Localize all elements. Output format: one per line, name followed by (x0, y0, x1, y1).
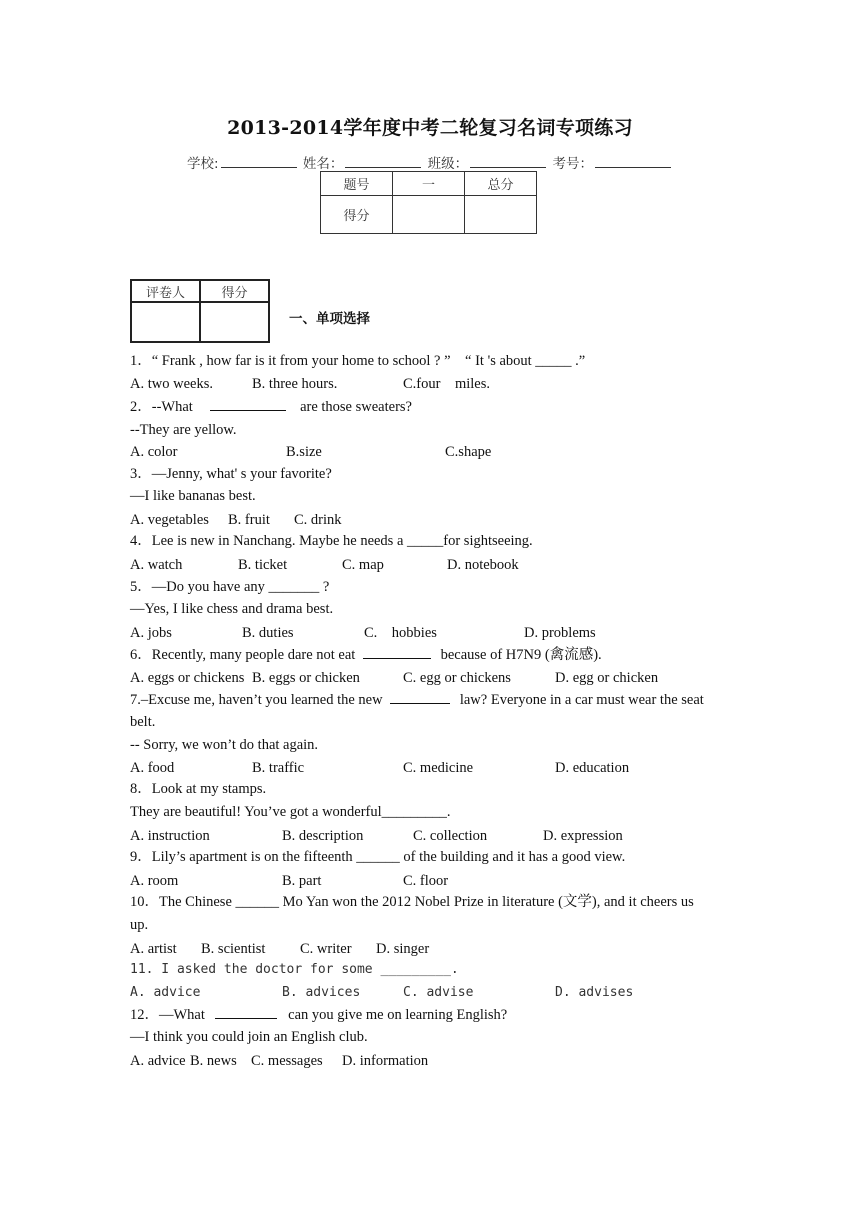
option[interactable]: D. expression (543, 828, 623, 844)
option[interactable]: D. notebook (447, 557, 519, 573)
option[interactable]: A. instruction (130, 828, 210, 844)
exam-no-label: 考号： (552, 156, 593, 172)
question-text-part: 2．--What (130, 399, 193, 415)
option[interactable]: B.size (286, 444, 322, 460)
option[interactable]: A. color (130, 444, 178, 460)
score-table (320, 171, 537, 234)
question-text-part: 6．Recently, many people dare not eat (130, 647, 356, 663)
question-text: -- Sorry, we won’t do that again. (130, 737, 319, 753)
option[interactable]: B. three hours. (252, 376, 338, 392)
option[interactable]: C. medicine (403, 760, 474, 776)
question-text: 10．The Chinese ______ Mo Yan won the 2012 Nobel Prize in literature (文学), and it cheers us (130, 894, 694, 910)
option[interactable]: D. problems (524, 625, 596, 641)
option[interactable]: C. hobbies (364, 625, 437, 641)
grader-table (130, 279, 270, 343)
question-text (130, 690, 704, 709)
question-text (130, 397, 412, 416)
name-field[interactable] (345, 154, 421, 168)
question-text: 4．Lee is new in Nanchang. Maybe he needs a _____for sightseeing. (130, 533, 533, 549)
question-text: 3．—Jenny, what' s your favorite? (130, 466, 332, 482)
option[interactable]: B. duties (242, 625, 294, 641)
option[interactable]: C. advise (403, 985, 474, 1000)
question-text: 1．“ Frank , how far is it from your home to school ? ” “ It 's about _____ .” (130, 353, 586, 369)
option[interactable]: A. jobs (130, 625, 172, 641)
grader-header: 得分 (200, 280, 269, 302)
question-text: --They are yellow. (130, 422, 237, 438)
grader-header: 评卷人 (131, 280, 200, 302)
option[interactable]: B. traffic (252, 760, 305, 776)
option[interactable]: C. drink (294, 512, 342, 528)
question-text-part: law? Everyone in a car must wear the seat (459, 692, 704, 708)
option[interactable]: D. egg or chicken (555, 670, 659, 686)
option[interactable]: A. advice (130, 1053, 186, 1069)
score-cell[interactable] (465, 196, 537, 234)
option[interactable]: B. eggs or chicken (252, 670, 360, 686)
option[interactable]: B. description (282, 828, 364, 844)
option[interactable]: B. fruit (228, 512, 270, 528)
option[interactable]: D. singer (376, 941, 430, 957)
question-text: 8．Look at my stamps. (130, 781, 267, 797)
question-text: belt. (130, 714, 156, 730)
option[interactable]: D. education (555, 760, 630, 776)
grader-cell[interactable] (200, 302, 269, 342)
score-table-header: 题号 (321, 172, 393, 196)
score-cell[interactable] (393, 196, 465, 234)
question-text: —I like bananas best. (130, 488, 256, 504)
score-table-header: 总分 (465, 172, 537, 196)
grader-cell[interactable] (131, 302, 200, 342)
question-text: They are beautiful! You’ve got a wonderful_________. (130, 804, 451, 820)
class-field[interactable] (470, 154, 546, 168)
question-text: 11. I asked the doctor for some _________. (130, 962, 459, 977)
option[interactable]: A. advice (130, 985, 201, 1000)
score-row-label: 得分 (321, 196, 393, 234)
option[interactable]: C.four miles. (403, 376, 490, 392)
option[interactable]: B. news (190, 1053, 237, 1069)
option[interactable]: B. ticket (238, 557, 288, 573)
answer-blank (390, 690, 450, 704)
option[interactable]: B. scientist (201, 941, 266, 957)
section-title: 一、单项选择 (289, 311, 370, 327)
option[interactable]: C. collection (413, 828, 488, 844)
answer-blank (363, 645, 431, 659)
option[interactable]: A. room (130, 873, 179, 889)
question-text-part: 7.–Excuse me, haven’t you learned the new (130, 692, 383, 708)
option[interactable]: C. writer (300, 941, 352, 957)
question-text (130, 1005, 507, 1024)
score-table-header: 一 (393, 172, 465, 196)
question-text: —Yes, I like chess and drama best. (130, 601, 334, 617)
question-text (130, 645, 602, 664)
option[interactable]: B. part (282, 873, 322, 889)
option[interactable]: D. advises (555, 985, 634, 1000)
question-text: 5．—Do you have any _______ ? (130, 579, 330, 595)
question-text: up. (130, 917, 149, 933)
exam-no-field[interactable] (595, 154, 671, 168)
school-field[interactable] (221, 154, 297, 168)
answer-blank (210, 397, 286, 411)
question-text-part: because of H7N9 (禽流感). (440, 647, 602, 663)
option[interactable]: A. food (130, 760, 175, 776)
page-title: 2013-2014学年度中考二轮复习名词专项练习 (227, 117, 633, 139)
name-label: 姓名： (302, 156, 344, 172)
option[interactable]: C.shape (445, 444, 492, 460)
answer-blank (215, 1005, 277, 1019)
question-text-part: can you give me on learning English? (288, 1007, 508, 1023)
option[interactable]: C. messages (251, 1053, 323, 1069)
question-text: —I think you could join an English club. (130, 1029, 368, 1045)
option[interactable]: A. vegetables (130, 512, 209, 528)
option[interactable]: C. egg or chickens (403, 670, 511, 686)
option[interactable]: C. map (342, 557, 384, 573)
option[interactable]: A. artist (130, 941, 177, 957)
option[interactable]: D. information (342, 1053, 429, 1069)
question-text-part: 12．—What (130, 1007, 205, 1023)
question-text: 9．Lily’s apartment is on the fifteenth ______ of the building and it has a good view. (130, 849, 626, 865)
option[interactable]: A. eggs or chickens (130, 670, 245, 686)
school-label: 学校: (187, 156, 219, 172)
option[interactable]: C. floor (403, 873, 449, 889)
option[interactable]: A. two weeks. (130, 376, 213, 392)
student-info-line (0, 152, 860, 172)
option[interactable]: B. advices (282, 985, 361, 1000)
option[interactable]: A. watch (130, 557, 183, 573)
class-label: 班级： (427, 156, 469, 172)
question-text-part: are those sweaters? (300, 399, 412, 415)
